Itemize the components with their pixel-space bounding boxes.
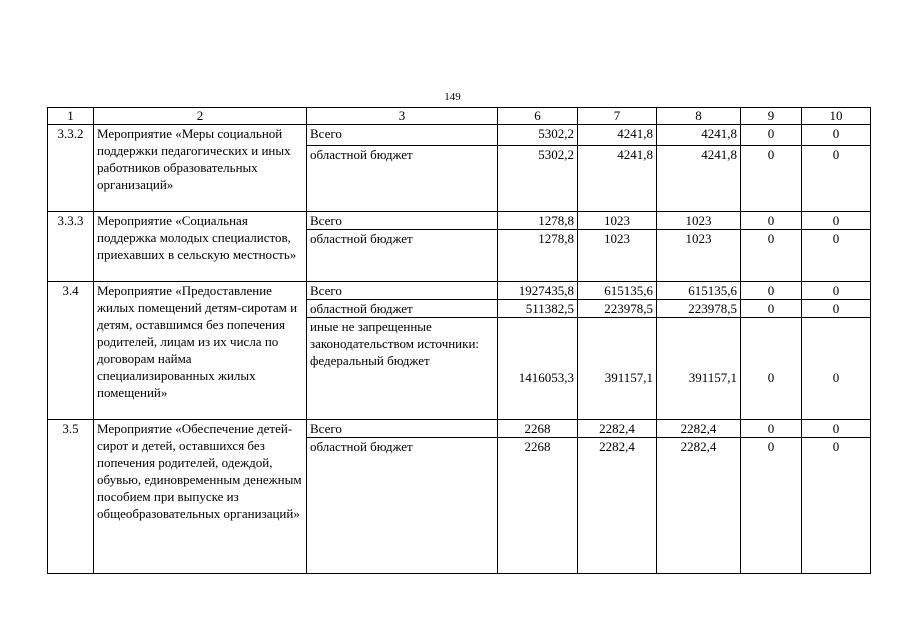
value-cell: 0 bbox=[802, 300, 871, 318]
value-cell: 2268 bbox=[498, 438, 578, 574]
value-cell: 1023 bbox=[578, 212, 657, 230]
value-cell: 223978,5 bbox=[657, 300, 741, 318]
page-number: 149 bbox=[444, 91, 461, 103]
measure-name: Мероприятие «Меры социальной поддержки педагогических и иных работников образовательных организаций» bbox=[94, 125, 307, 212]
header-cell: 1 bbox=[48, 108, 94, 125]
funding-source: Всего bbox=[307, 125, 498, 146]
value-cell: 391157,1 bbox=[657, 318, 741, 420]
value-cell: 0 bbox=[741, 125, 802, 146]
value-cell: 0 bbox=[741, 318, 802, 420]
value-cell: 0 bbox=[802, 318, 871, 420]
value-cell: 1023 bbox=[657, 230, 741, 282]
value-cell: 0 bbox=[802, 420, 871, 438]
row-number: 3.3.2 bbox=[48, 125, 94, 212]
value-cell: 223978,5 bbox=[578, 300, 657, 318]
row-number: 3.4 bbox=[48, 282, 94, 420]
row-number: 3.3.3 bbox=[48, 212, 94, 282]
header-cell: 6 bbox=[498, 108, 578, 125]
value-cell: 0 bbox=[802, 212, 871, 230]
funding-source: иные не запрещенные законодательством источники: bbox=[310, 319, 480, 351]
value-cell: 2282,4 bbox=[657, 438, 741, 574]
value-cell: 0 bbox=[802, 438, 871, 574]
funding-source: областной бюджет bbox=[307, 230, 498, 282]
funding-source: областной бюджет bbox=[307, 300, 498, 318]
funding-source: областной бюджет bbox=[307, 438, 498, 574]
value-cell: 1278,8 bbox=[498, 212, 578, 230]
funding-source: Всего bbox=[307, 282, 498, 300]
value-cell: 0 bbox=[741, 282, 802, 300]
funding-source: областной бюджет bbox=[307, 146, 498, 212]
value-cell: 615135,6 bbox=[657, 282, 741, 300]
measure-name: Мероприятие «Предоставление жилых помещений детям-сиротам и детям, оставшимся без попечения родителей, лицам из их числа по договорам найма специализированных жилых помещений» bbox=[94, 282, 307, 420]
header-cell: 2 bbox=[94, 108, 307, 125]
value-cell: 0 bbox=[741, 300, 802, 318]
value-cell: 615135,6 bbox=[578, 282, 657, 300]
value-cell: 0 bbox=[741, 212, 802, 230]
measure-name: Мероприятие «Обеспечение детей-сирот и детей, оставшихся без попечения родителей, одеждой, обувью, единовременным денежным пособием при выпуске из общеобразовательных организаций» bbox=[94, 420, 307, 574]
value-cell: 4241,8 bbox=[657, 146, 741, 212]
value-cell: 391157,1 bbox=[578, 318, 657, 420]
table-row bbox=[48, 125, 871, 146]
table-row bbox=[48, 212, 871, 230]
measure-name: Мероприятие «Социальная поддержка молодых специалистов, приехавших в сельскую местность» bbox=[94, 212, 307, 282]
value-cell: 0 bbox=[741, 438, 802, 574]
header-cell: 7 bbox=[578, 108, 657, 125]
value-cell: 511382,5 bbox=[498, 300, 578, 318]
value-cell: 2268 bbox=[498, 420, 578, 438]
value-cell: 0 bbox=[802, 230, 871, 282]
value-cell: 1278,8 bbox=[498, 230, 578, 282]
value-cell: 1416053,3 bbox=[498, 318, 578, 420]
table-row bbox=[48, 420, 871, 438]
value-cell: 0 bbox=[741, 230, 802, 282]
value-cell: 5302,2 bbox=[498, 125, 578, 146]
value-cell: 0 bbox=[802, 282, 871, 300]
funding-subsource: федеральный бюджет bbox=[310, 353, 430, 368]
budget-table bbox=[47, 107, 871, 574]
value-cell: 2282,4 bbox=[657, 420, 741, 438]
value-cell: 4241,8 bbox=[657, 125, 741, 146]
funding-source: Всего bbox=[307, 212, 498, 230]
table-header-row bbox=[48, 108, 871, 125]
value-cell: 2282,4 bbox=[578, 420, 657, 438]
value-cell: 4241,8 bbox=[578, 146, 657, 212]
funding-source-other bbox=[307, 318, 498, 420]
value-cell: 1023 bbox=[657, 212, 741, 230]
value-cell: 0 bbox=[802, 146, 871, 212]
header-cell: 3 bbox=[307, 108, 498, 125]
value-cell: 2282,4 bbox=[578, 438, 657, 574]
header-cell: 10 bbox=[802, 108, 871, 125]
value-cell: 0 bbox=[741, 146, 802, 212]
value-cell: 1023 bbox=[578, 230, 657, 282]
row-number: 3.5 bbox=[48, 420, 94, 574]
value-cell: 5302,2 bbox=[498, 146, 578, 212]
header-cell: 9 bbox=[741, 108, 802, 125]
value-cell: 1927435,8 bbox=[498, 282, 578, 300]
value-cell: 0 bbox=[741, 420, 802, 438]
funding-source: Всего bbox=[307, 420, 498, 438]
header-cell: 8 bbox=[657, 108, 741, 125]
value-cell: 4241,8 bbox=[578, 125, 657, 146]
value-cell: 0 bbox=[802, 125, 871, 146]
table-row bbox=[48, 282, 871, 300]
